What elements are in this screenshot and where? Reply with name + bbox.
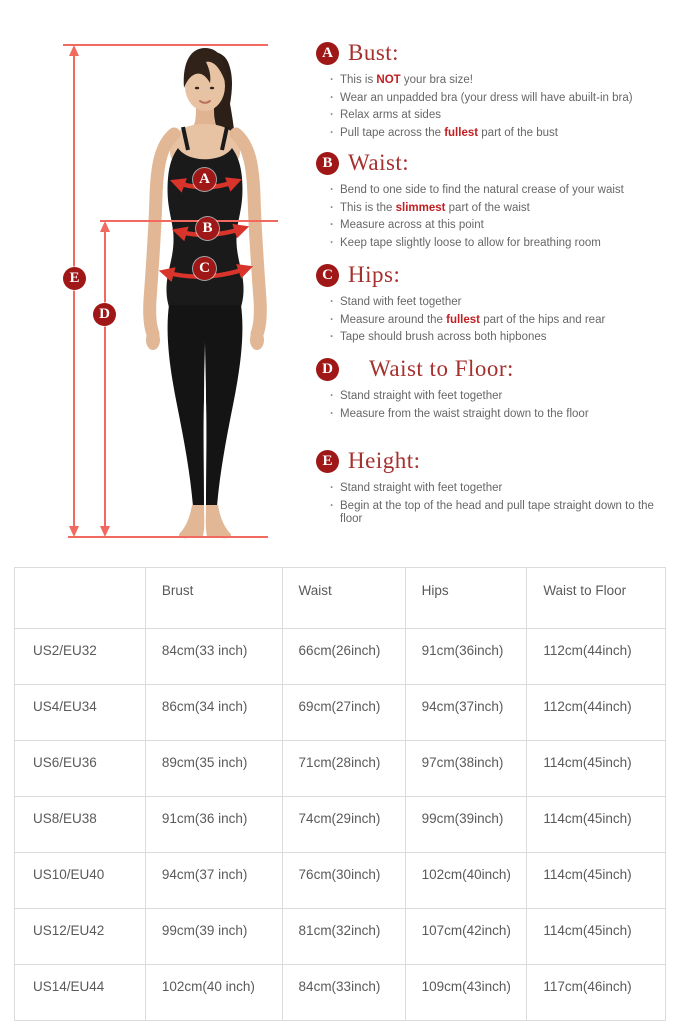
measurement-value: 91cm(36inch) <box>405 629 527 685</box>
section-title: Waist to Floor: <box>369 356 514 381</box>
section-bullet-list <box>328 294 672 347</box>
section-heading <box>316 260 672 290</box>
section-heading <box>316 446 672 476</box>
bullet-text: part of the hips and rear <box>480 313 606 326</box>
instruction-bullet <box>328 72 662 90</box>
instruction-bullet <box>328 312 662 330</box>
header-row <box>15 568 666 629</box>
measurement-value: 71cm(28inch) <box>282 741 405 797</box>
measurement-value: 117cm(46inch) <box>527 965 666 1021</box>
column-header: Waist to Floor <box>527 568 666 629</box>
left-hand <box>146 330 160 350</box>
measurement-value: 112cm(44inch) <box>527 629 666 685</box>
figure-illustration <box>0 0 320 560</box>
emphasized-text: slimmest <box>395 201 446 214</box>
bullet-text: Measure from the waist straight down to the floor <box>340 407 589 420</box>
bullet-text: Stand straight with feet together <box>340 482 503 494</box>
size-label: US4/EU34 <box>15 685 146 741</box>
instruction-bullet <box>328 329 662 347</box>
size-chart-table <box>14 567 666 1021</box>
bullet-text: Tape should brush across both hipbones <box>340 331 547 343</box>
measurement-value: 86cm(34 inch) <box>145 685 282 741</box>
left-foot <box>179 505 204 538</box>
bullet-text: This is the <box>340 201 396 214</box>
section-heading <box>316 148 672 178</box>
bullet-text: Begin at the top of the head and pull tape straight down to the floor <box>340 499 654 525</box>
instruction-bullet <box>328 406 662 424</box>
section-letter-badge: C <box>316 264 339 287</box>
section-heading <box>316 354 672 384</box>
section-c <box>316 260 672 347</box>
measurement-value: 66cm(26inch) <box>282 629 405 685</box>
measurement-figure <box>0 0 320 560</box>
section-heading <box>316 38 672 68</box>
section-letter-badge: D <box>316 358 339 381</box>
bullet-text: Wear an unpadded bra (your dress will have abuilt-in bra) <box>340 91 633 104</box>
section-title: Hips: <box>348 262 401 287</box>
bullet-text: Stand straight with feet together <box>340 390 503 402</box>
woman-figure <box>146 48 264 538</box>
instruction-bullet <box>328 498 662 529</box>
measurement-value: 76cm(30inch) <box>282 853 405 909</box>
column-header: Waist <box>282 568 405 629</box>
bullet-text: Pull tape across the <box>340 126 445 139</box>
bullet-text: Relax arms at sides <box>340 109 441 121</box>
figure-badge-waist: B <box>196 217 219 240</box>
section-title: Height: <box>348 448 421 473</box>
size-row <box>15 965 666 1021</box>
section-bullet-list <box>328 388 672 423</box>
section-bullet-list <box>328 182 672 252</box>
section-letter-badge: A <box>316 42 339 65</box>
figure-badge-height: E <box>63 267 86 290</box>
size-label: US6/EU36 <box>15 741 146 797</box>
measurement-value: 69cm(27inch) <box>282 685 405 741</box>
instruction-bullet <box>328 107 662 125</box>
figure-badge-bust: A <box>193 168 216 191</box>
measurement-value: 74cm(29inch) <box>282 797 405 853</box>
column-header: Brust <box>145 568 282 629</box>
size-label: US12/EU42 <box>15 909 146 965</box>
bullet-text: Stand with feet together <box>340 296 462 308</box>
bullet-text: Bend to one side to find the natural crease of your waist <box>340 184 624 196</box>
measurement-value: 94cm(37 inch) <box>145 853 282 909</box>
leggings <box>168 305 243 506</box>
measurement-value: 84cm(33inch) <box>282 965 405 1021</box>
section-letter-badge: E <box>316 450 339 473</box>
size-row <box>15 741 666 797</box>
bullet-text: Measure around the <box>340 313 447 326</box>
measurement-value: 112cm(44inch) <box>527 685 666 741</box>
emphasized-text: NOT <box>376 74 401 86</box>
bullet-text: part of the waist <box>445 201 530 214</box>
emphasized-text: fullest <box>444 126 479 139</box>
instruction-bullet <box>328 388 662 406</box>
instruction-bullet <box>328 235 662 253</box>
measurement-value: 102cm(40inch) <box>405 853 527 909</box>
section-bullet-list <box>328 72 672 142</box>
instruction-bullet <box>328 182 662 200</box>
size-row <box>15 797 666 853</box>
measurement-value: 89cm(35 inch) <box>145 741 282 797</box>
measurement-value: 114cm(45inch) <box>527 797 666 853</box>
column-header: Hips <box>405 568 527 629</box>
instruction-bullet <box>328 90 662 108</box>
size-label: US2/EU32 <box>15 629 146 685</box>
height-line-bottom-arrow <box>69 526 79 537</box>
measurement-value: 107cm(42inch) <box>405 909 527 965</box>
measurement-value: 91cm(36 inch) <box>145 797 282 853</box>
measurement-value: 84cm(33 inch) <box>145 629 282 685</box>
waist-floor-bottom-arrow <box>100 526 110 537</box>
bullet-text: Keep tape slightly loose to allow for breathing room <box>340 236 601 249</box>
section-bullet-list <box>328 480 672 528</box>
measurement-value: 94cm(37inch) <box>405 685 527 741</box>
measurement-value: 99cm(39 inch) <box>145 909 282 965</box>
section-b <box>316 148 672 252</box>
measurement-sections <box>316 0 672 560</box>
section-letter-badge: B <box>316 152 339 175</box>
measurement-value: 102cm(40 inch) <box>145 965 282 1021</box>
size-label: US8/EU38 <box>15 797 146 853</box>
section-title: Waist: <box>348 150 410 175</box>
size-row <box>15 629 666 685</box>
emphasized-text: fullest <box>446 313 480 326</box>
left-eye <box>195 87 199 90</box>
instruction-bullet <box>328 125 662 143</box>
right-hand <box>250 330 264 350</box>
measurement-value: 114cm(45inch) <box>527 853 666 909</box>
measurement-value: 99cm(39inch) <box>405 797 527 853</box>
bullet-text: This is <box>340 74 377 86</box>
right-foot <box>206 505 231 538</box>
figure-badge-hips: C <box>193 257 216 280</box>
waist-floor-top-arrow <box>100 221 110 232</box>
instruction-bullet <box>328 480 662 498</box>
figure-badge-waist-to-floor: D <box>93 303 116 326</box>
section-e <box>316 446 672 528</box>
measurement-value: 114cm(45inch) <box>527 741 666 797</box>
column-header <box>15 568 146 629</box>
size-row <box>15 853 666 909</box>
table-body <box>15 629 666 1021</box>
measurement-value: 114cm(45inch) <box>527 909 666 965</box>
section-a <box>316 38 672 142</box>
bullet-text: Measure across at this point <box>340 219 484 231</box>
bullet-text: your bra size! <box>400 74 473 86</box>
height-line-top-arrow <box>69 45 79 56</box>
instruction-bullet <box>328 200 662 218</box>
instruction-bullet <box>328 294 662 312</box>
measurement-value: 109cm(43inch) <box>405 965 527 1021</box>
table-head <box>15 568 666 629</box>
bullet-text: part of the bust <box>478 126 558 139</box>
measurement-value: 81cm(32inch) <box>282 909 405 965</box>
instruction-bullet <box>328 217 662 235</box>
measurement-value: 97cm(38inch) <box>405 741 527 797</box>
size-label: US14/EU44 <box>15 965 146 1021</box>
size-row <box>15 685 666 741</box>
section-d <box>316 354 672 423</box>
right-eye <box>210 87 214 90</box>
size-row <box>15 909 666 965</box>
size-label: US10/EU40 <box>15 853 146 909</box>
section-title: Bust: <box>348 40 400 65</box>
